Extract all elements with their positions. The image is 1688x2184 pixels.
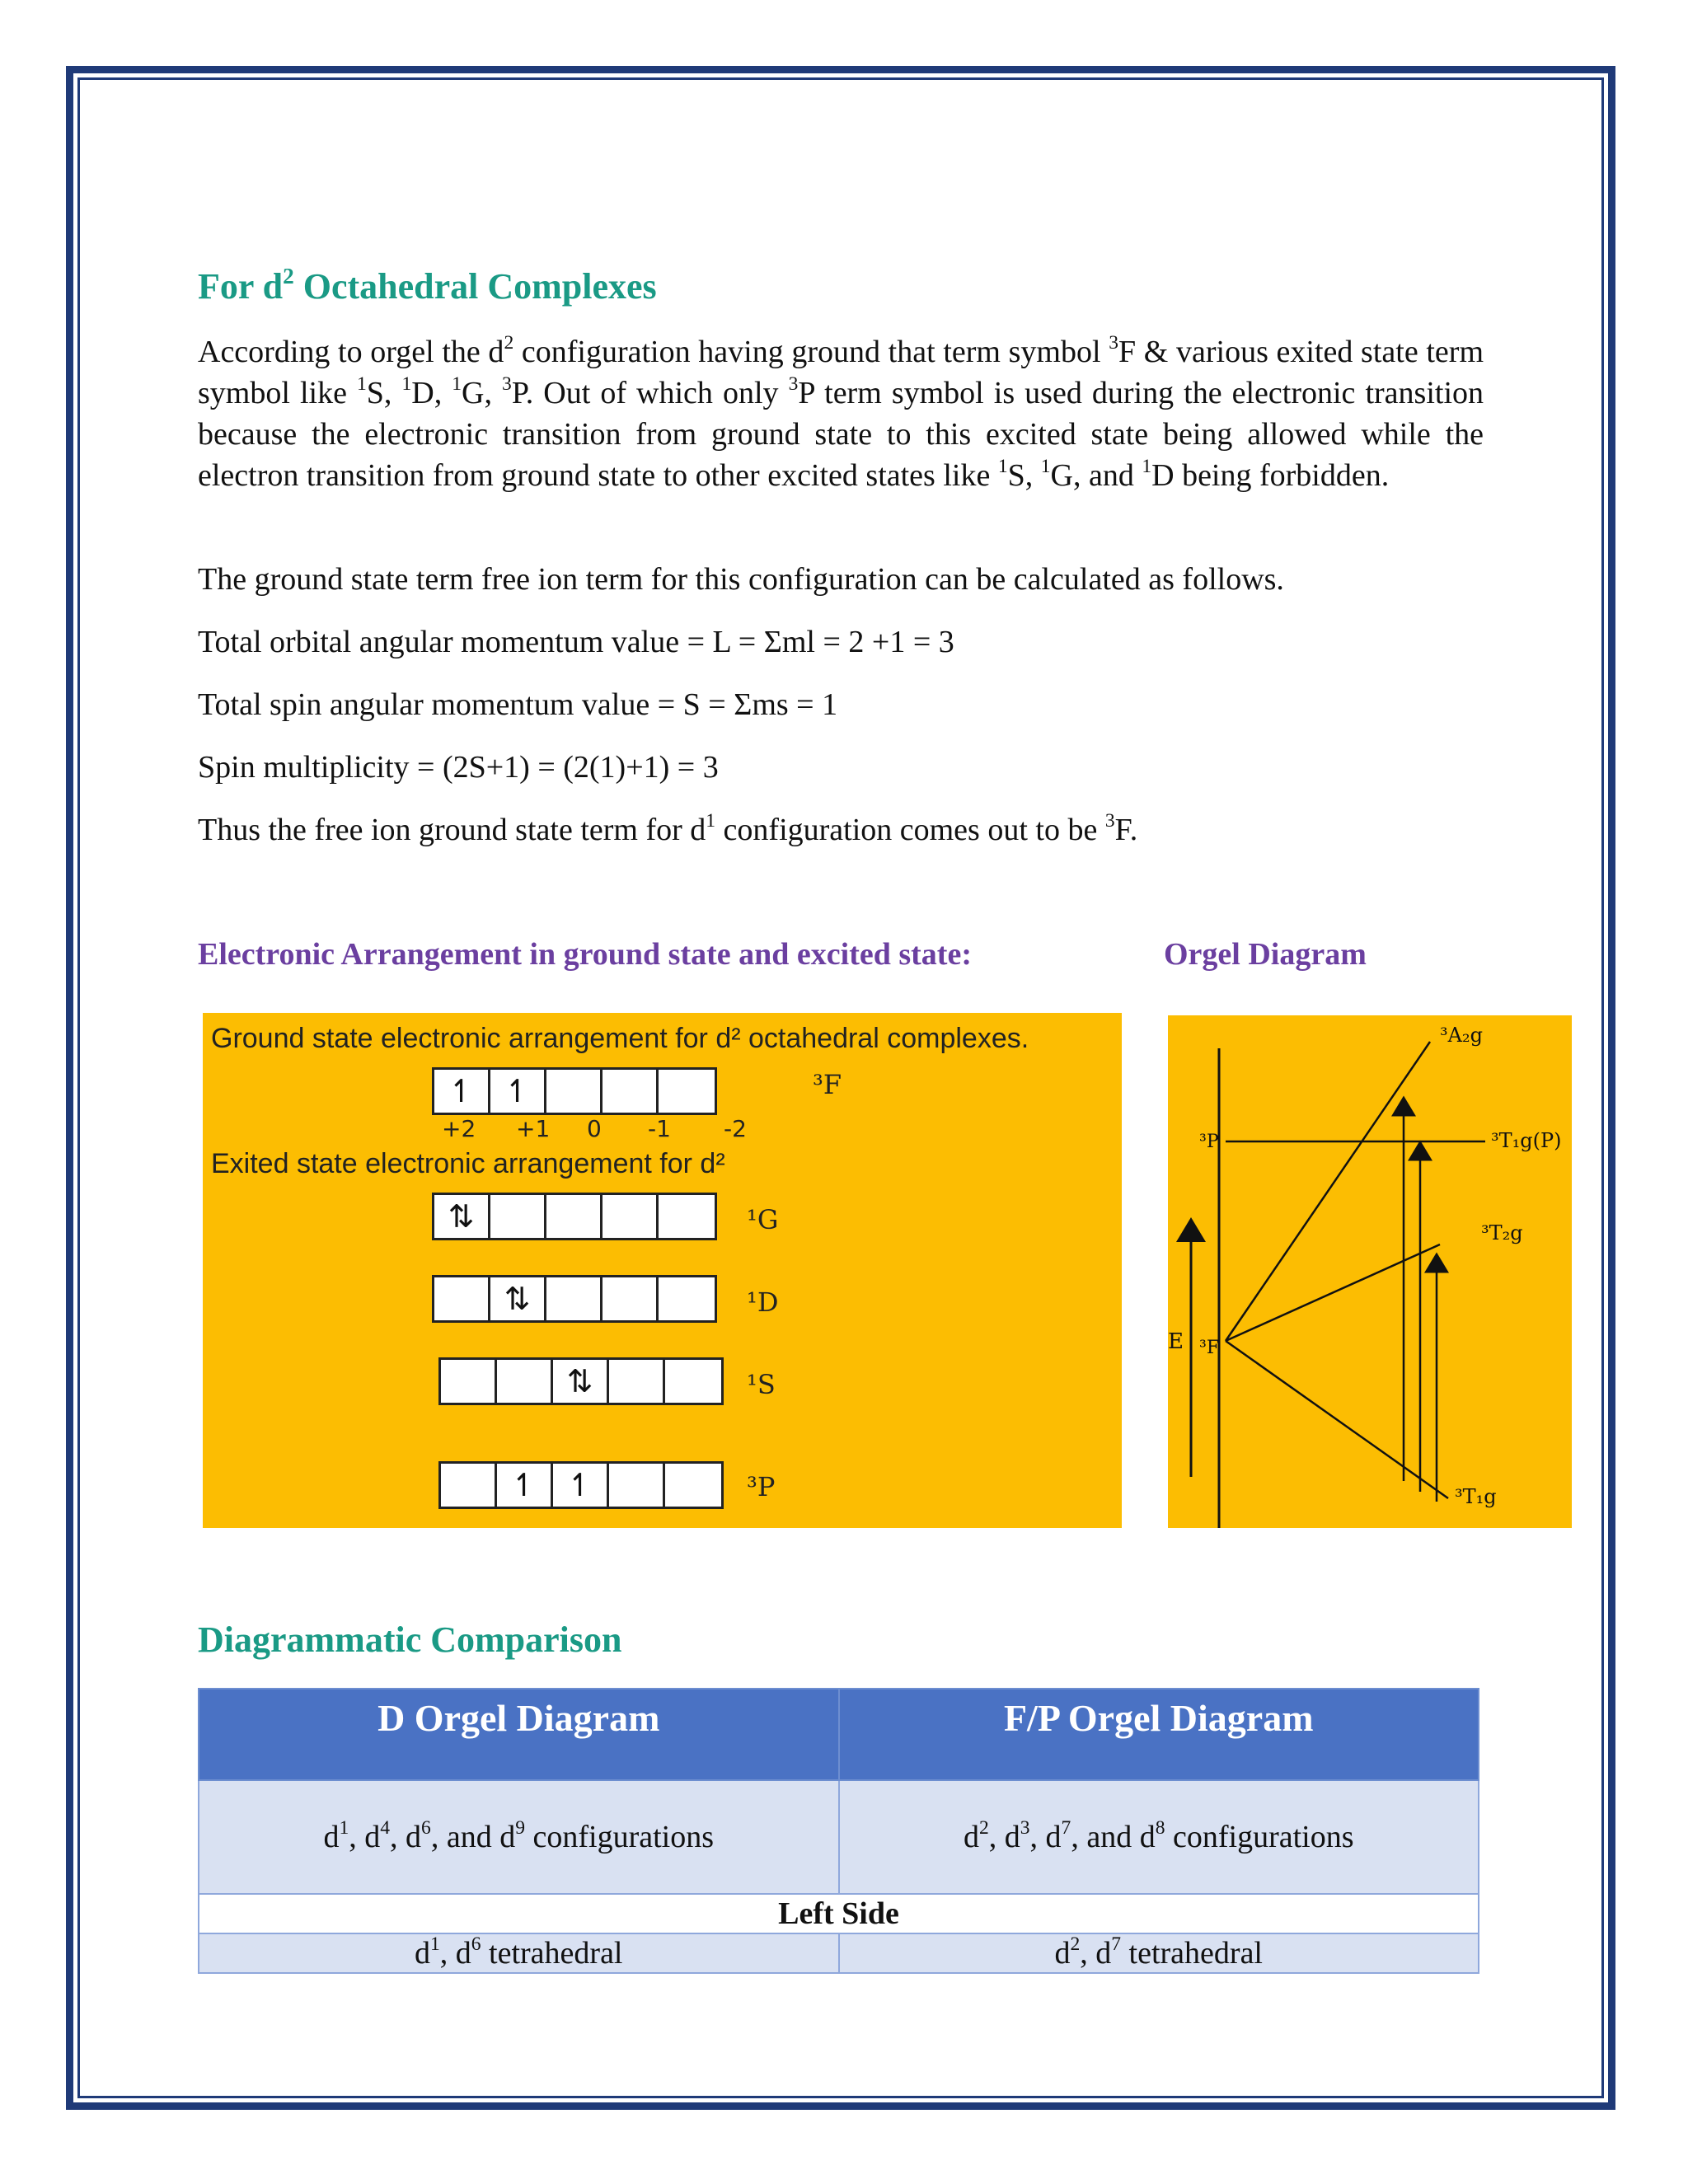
orbital-box — [603, 1070, 659, 1113]
orbital-box — [434, 1277, 490, 1320]
label-3T1g: ³T₁g — [1455, 1485, 1497, 1508]
label-3T2g: ³T₂g — [1481, 1221, 1523, 1244]
orbital-box — [665, 1360, 721, 1403]
orbital-box — [490, 1195, 546, 1238]
d-tetrahedral-cell: $d^1$, $d^6$ tetrahedral — [199, 1933, 839, 1973]
orbital-box: ↿ — [553, 1464, 609, 1507]
label-3P: ³P — [1199, 1132, 1219, 1152]
orgel-diagram-heading: Orgel Diagram — [1164, 937, 1367, 972]
orbital-box — [609, 1360, 665, 1403]
orbital-box — [665, 1464, 721, 1507]
comparison-table — [198, 1688, 1479, 1974]
term-label-3P: ³P — [747, 1471, 776, 1502]
column-header-fp-orgel: F/P Orgel Diagram — [839, 1689, 1479, 1780]
orbital-box — [546, 1195, 603, 1238]
excited-state-boxes-3P — [438, 1461, 724, 1509]
electron-arrangement-figure — [203, 1013, 1122, 1528]
ground-state-caption: Ground state electronic arrangement for d² octahedral complexes. — [211, 1023, 1029, 1054]
ml-label: +1 — [516, 1115, 551, 1142]
orbital-box: ⇅ — [553, 1360, 609, 1403]
table-row — [199, 1780, 1479, 1894]
table-header-row — [199, 1689, 1479, 1780]
orbital-box — [546, 1070, 603, 1113]
orbital-box: ↿ — [497, 1464, 553, 1507]
orbital-box — [659, 1277, 715, 1320]
excited-state-boxes-1D — [432, 1275, 717, 1323]
orbital-box — [441, 1360, 497, 1403]
ml-label: +2 — [442, 1115, 476, 1142]
orgel-background — [1168, 1015, 1572, 1528]
orbital-momentum-line: Total orbital angular momentum value = L = Σml = 2 +1 = 3 — [198, 625, 954, 659]
ml-label: -2 — [724, 1115, 747, 1142]
ml-label: 0 — [587, 1115, 602, 1142]
spin-momentum-line: Total spin angular momentum value = S = Σms = 1 — [198, 687, 838, 722]
label-3T1gP: ³T₁g(P) — [1491, 1129, 1562, 1152]
orbital-box — [497, 1360, 553, 1403]
table-row — [199, 1933, 1479, 1973]
table-row — [199, 1894, 1479, 1933]
ground-term-conclusion: Thus the free ion ground state term for $d^1$ configuration comes out to be $^3$F. — [198, 810, 1138, 847]
orbital-box — [603, 1277, 659, 1320]
excited-state-caption: Exited state electronic arrangement for d² — [211, 1148, 725, 1179]
fp-configurations-cell: $d^2$, $d^3$, $d^7$, and $d^8$ configurations — [839, 1780, 1479, 1894]
term-label-3F: ³F — [813, 1069, 842, 1100]
excited-state-boxes-1S — [438, 1357, 724, 1405]
orbital-box: ↿ — [490, 1070, 546, 1113]
comparison-heading: Diagrammatic Comparison — [198, 1619, 622, 1660]
section-title: For $d^2$ Octahedral Complexes — [198, 263, 657, 307]
left-side-cell: Left Side — [199, 1894, 1479, 1933]
excited-state-boxes-1G — [432, 1193, 717, 1240]
spin-multiplicity-line: Spin multiplicity = (2S+1) = (2(1)+1) = 3 — [198, 750, 719, 785]
fp-tetrahedral-cell: $d^2$, $d^7$ tetrahedral — [839, 1933, 1479, 1973]
orbital-box — [546, 1277, 603, 1320]
orbital-box — [441, 1464, 497, 1507]
label-3A2g: ³A₂g — [1440, 1024, 1483, 1047]
ml-label: -1 — [648, 1115, 671, 1142]
ground-state-boxes — [432, 1067, 717, 1115]
orbital-box — [659, 1195, 715, 1238]
orbital-box — [609, 1464, 665, 1507]
orgel-diagram-figure — [1168, 1015, 1572, 1528]
ground-state-intro: The ground state term free ion term for this configuration can be calculated as follows. — [198, 562, 1284, 597]
column-header-d-orgel: D Orgel Diagram — [199, 1689, 839, 1780]
orbital-box: ⇅ — [490, 1277, 546, 1320]
label-energy: E — [1168, 1329, 1184, 1354]
orbital-box — [603, 1195, 659, 1238]
term-label-1G: ¹G — [747, 1204, 779, 1235]
term-label-1S: ¹S — [747, 1369, 776, 1400]
electronic-arrangement-heading: Electronic Arrangement in ground state and excited state: — [198, 937, 972, 972]
orbital-box: ⇅ — [434, 1195, 490, 1238]
term-label-1D: ¹D — [747, 1286, 779, 1318]
orbital-box — [659, 1070, 715, 1113]
d-configurations-cell: $d^1$, $d^4$, $d^6$, and $d^9$ configurations — [199, 1780, 839, 1894]
orbital-box: ↿ — [434, 1070, 490, 1113]
intro-paragraph: According to orgel the $d^2$ configuration having ground that term symbol $^3$F & various exited state term symbol like $^1$S, $^1$D, $^1$G, $^3$P. Out of which only $^3$P term symbol is used during the electronic transition because the electronic transition from ground state to this excited state being allowed while the electron transition from ground state to other excited states like $^1$S, $^1$G, and $^1$D being forbidden. — [198, 332, 1484, 493]
label-3F: ³F — [1199, 1338, 1220, 1358]
